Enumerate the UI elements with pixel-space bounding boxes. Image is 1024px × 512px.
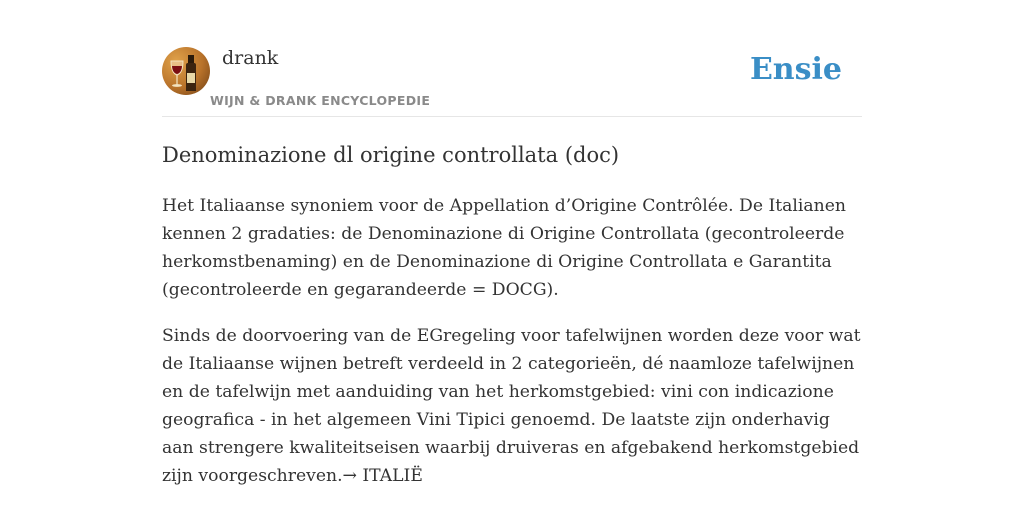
article-body xyxy=(162,192,862,508)
encyclopedia-subtitle[interactable]: WIJN & DRANK ENCYCLOPEDIE xyxy=(210,93,431,108)
article-paragraph: Sinds de doorvoering van de EGregeling voor tafelwijnen worden deze voor wat de Italiaanse wijnen betreft verdeeld in 2 categorieën, dé naamloze tafelwijnen en de tafelwijn met aanduiding van het herkomstgebied: vini con indicazione geografica - in het algemeen Vini Tipici genoemd. De laatste zijn onderhavig aan strengere kwaliteitseisen waarbij druiveras en afgebakend herkomstgebied zijn voorgeschreven.→ ITALIË xyxy=(162,326,861,486)
category-link[interactable]: drank xyxy=(222,47,279,69)
page-header xyxy=(162,46,862,117)
brand-logo[interactable]: Ensie xyxy=(749,52,842,87)
article-paragraph: Het Italiaanse synoniem voor de Appellation d’Origine Contrôlée. De Italianen kennen 2 gradaties: de Denominazione di Origine Controllata (gecontroleerde herkomstbenaming) en de Denominazione di Origine Controllata e Garantita (gecontroleerde en gegarandeerde = DOCG). xyxy=(162,196,846,300)
page-title: Denominazione dl origine controllata (doc) xyxy=(162,143,620,167)
wine-glass-bottle-icon[interactable] xyxy=(162,47,210,95)
